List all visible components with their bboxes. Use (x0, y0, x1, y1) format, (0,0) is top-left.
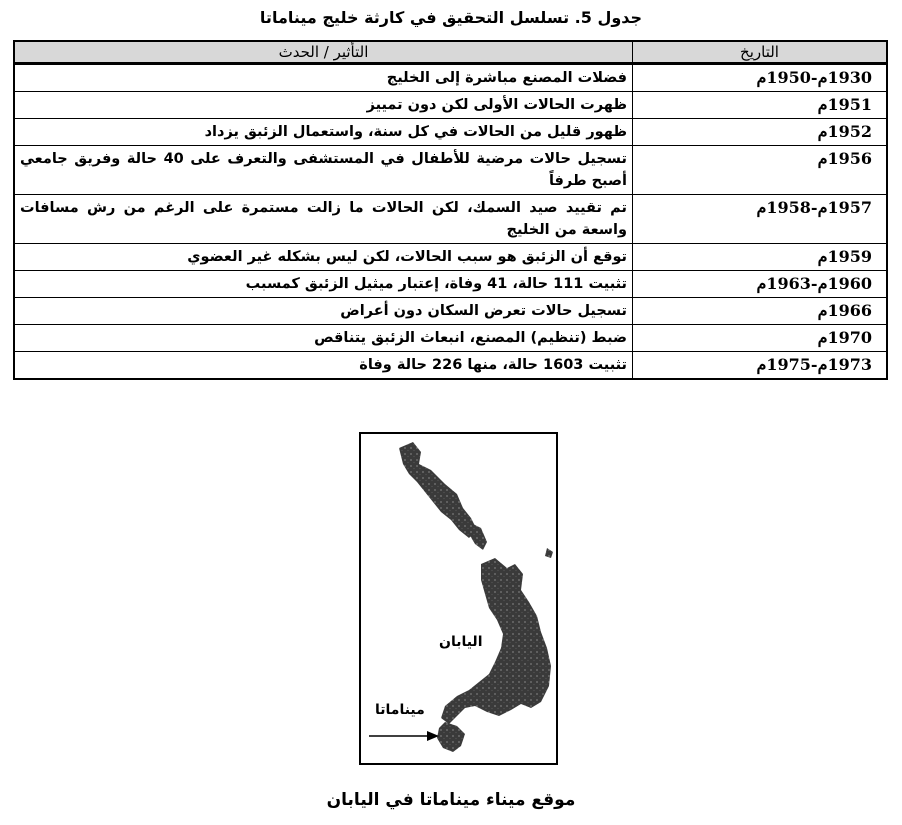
row-event: ظهرت الحالات الأولى لكن دون تمييز (14, 92, 633, 119)
header-date: التاريخ (633, 41, 888, 64)
header-event: التأثير / الحدث (14, 41, 633, 64)
row-event: تثبيت 111 حالة، 41 وفاة، إعتبار ميثيل الزئبق كمسبب (14, 271, 633, 298)
table-row (14, 146, 887, 195)
label-japan: اليابان (439, 634, 483, 650)
japan-map (359, 432, 558, 765)
timeline-table (13, 40, 888, 380)
small-island (545, 548, 553, 558)
row-date: 1930م-1950م (633, 64, 888, 92)
table-row (14, 325, 887, 352)
table-row (14, 271, 887, 298)
table-row (14, 244, 887, 271)
row-event: تثبيت 1603 حالة، منها 226 حالة وفاة (14, 352, 633, 380)
northern-island (469, 522, 487, 550)
row-event: ضبط (تنظيم) المصنع، انبعاث الزئبق يتناقص (14, 325, 633, 352)
hokkaido-island (399, 442, 477, 538)
row-date: 1957م-1958م (633, 195, 888, 244)
table-row (14, 298, 887, 325)
row-event: تسجيل حالات مرضية للأطفال في المستشفى والتعرف على 40 حالة وفريق جامعي أصبح طرفاً (14, 146, 633, 195)
table-row (14, 92, 887, 119)
row-date: 1973م-1975م (633, 352, 888, 380)
minamata-arrow-head (427, 731, 439, 741)
table-title: جدول 5. تسلسل التحقيق في كارثة خليج ميناماتا (259, 8, 643, 27)
table-row (14, 195, 887, 244)
row-event: توقع أن الزئبق هو سبب الحالات، لكن ليس بشكله غير العضوي (14, 244, 633, 271)
row-date: 1956م (633, 146, 888, 195)
table-row (14, 64, 887, 92)
row-date: 1970م (633, 325, 888, 352)
map-caption: موقع ميناء ميناماتا في اليابان (326, 790, 576, 810)
row-date: 1951م (633, 92, 888, 119)
row-date: 1960م-1963م (633, 271, 888, 298)
table-row (14, 119, 887, 146)
label-minamata: ميناماتا (375, 702, 425, 718)
kyushu-island (437, 722, 465, 752)
row-date: 1959م (633, 244, 888, 271)
row-event: تم تقييد صيد السمك، لكن الحالات ما زالت مستمرة على الرغم من رش مسافات واسعة من الخليج (14, 195, 633, 244)
row-event: تسجيل حالات تعرض السكان دون أعراض (14, 298, 633, 325)
table-row (14, 352, 887, 380)
table-header-row (14, 41, 887, 64)
row-date: 1952م (633, 119, 888, 146)
row-event: فضلات المصنع مباشرة إلى الخليج (14, 64, 633, 92)
row-event: ظهور قليل من الحالات في كل سنة، واستعمال الزئبق يزداد (14, 119, 633, 146)
row-date: 1966م (633, 298, 888, 325)
